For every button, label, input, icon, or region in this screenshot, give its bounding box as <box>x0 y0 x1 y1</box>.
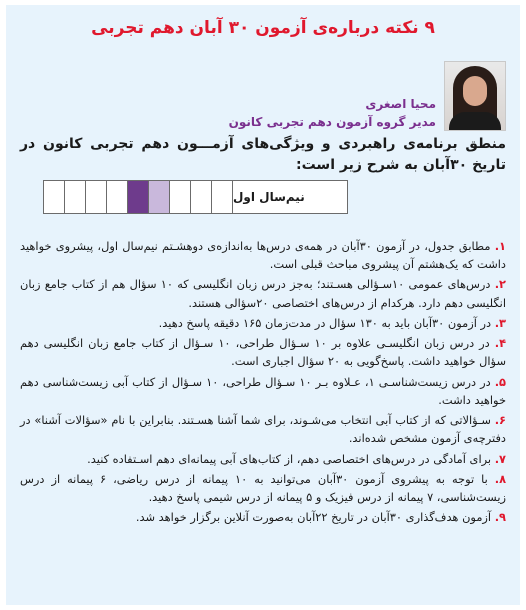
list-item <box>20 275 506 312</box>
article-title: ۹ نکته درباره‌ی آزمون ۳۰ آبان دهم تجربی <box>91 18 435 38</box>
list-item <box>20 411 506 448</box>
item-number: ۹. <box>494 510 506 525</box>
list-item <box>20 237 506 274</box>
item-number: ۷. <box>494 451 506 466</box>
item-text: در درس زیست‌شناسـی ۱، عـلاوه بـر ۱۰ سـؤال طراحی، ۱۰ سـؤال از کتاب آبی زیست‌شناسی دهم خواهید داشت. <box>20 374 506 407</box>
item-number: ۳. <box>494 315 506 330</box>
item-text: آزمون هدف‌گذاری ۳۰آبان در تاریخ ۲۲آبان به‌صورت آنلاین برگزار خواهد شد. <box>135 510 492 525</box>
article-page <box>6 5 520 605</box>
item-text: درس‌های عمومی ۱۰سـؤالی هسـتند؛ به‌جز درس زبان انگلیسی که ۱۰ سؤال هم از کتاب جامع زبان انگلیسی دهم دارد. هرکدام از درس‌های اختصاصی ۲۰سؤالی هستند. <box>20 277 506 310</box>
item-number: ۵. <box>494 374 506 389</box>
title-bar <box>6 5 520 55</box>
item-text: مطابق جدول، در آزمون ۳۰آبان در همه‌ی درس‌ها به‌اندازه‌ی دوهشـتم نیم‌سال اول، پیشروی خواهید داشت که یک‌هشتم آن پیشروی مباحث قبلی است. <box>20 239 506 272</box>
item-number: ۱. <box>494 239 506 253</box>
progress-table <box>43 180 348 214</box>
item-number: ۸. <box>494 471 507 486</box>
intro-text: منطق برنامه‌ی راهبردی و ویژگی‌های آزمـــون دهم تجربی کانون در تاریخ ۳۰آبان به شرح زیر است: <box>20 136 506 173</box>
table-cell-current <box>128 181 149 213</box>
author-photo <box>444 61 506 131</box>
semester-label: نیم‌سال اول <box>233 190 305 204</box>
list-item <box>20 373 506 410</box>
item-text: در درس زبان انگلیسـی علاوه بر ۱۰ سـؤال طراحی، ۱۰ سـؤال از کتاب جامع زبان انگلیسی دهم سؤال خواهید داشت. پاسخ‌گویی به ۲۰ سؤال اجباری است. <box>20 336 506 369</box>
table-cell <box>212 181 233 213</box>
list-item <box>20 314 506 332</box>
table-cell <box>107 181 128 213</box>
item-number: ۴. <box>494 336 507 351</box>
item-text: برای آمادگی در درس‌های اختصاصی دهم، از کتاب‌های آبی پیمانه‌ای دهم اسـتفاده کنید. <box>87 451 492 466</box>
list-item <box>20 470 506 507</box>
item-text: سـؤالاتی که از کتاب آبی انتخاب می‌شـوند، برای شما آشنا هسـتند. بنابراین با نام «سؤالات آشنا» در دفترچه‌ی آزمون مشخص شده‌اند. <box>20 413 506 446</box>
item-text: در آزمون ۳۰آبان باید به ۱۳۰ سؤال در مدت‌زمان ۱۶۵ دقیقه پاسخ دهید. <box>158 315 492 330</box>
item-text: با توجه به پیشروی آزمون ۳۰آبان می‌توانید به ۱۰ پیمانه از درس ریاضی، ۶ پیمانه از درس زیست‌شناسی، ۷ پیمانه از درس فیزیک و ۵ پیمانه از درس شیمی پاسخ دهید. <box>20 471 506 505</box>
author-role: مدیر گروه آزمون دهم تجربی کانون <box>228 115 436 129</box>
list-item <box>20 508 506 526</box>
table-cell <box>65 181 86 213</box>
item-number: ۶. <box>494 413 506 428</box>
table-cell <box>170 181 191 213</box>
table-cell-review <box>149 181 170 213</box>
table-cell <box>191 181 212 213</box>
points-list <box>20 237 506 528</box>
table-cell <box>44 181 65 213</box>
item-number: ۲. <box>494 277 506 292</box>
list-item <box>20 334 506 371</box>
list-item <box>20 450 506 468</box>
table-cell <box>86 181 107 213</box>
author-name: محیا اصغری <box>365 97 436 111</box>
